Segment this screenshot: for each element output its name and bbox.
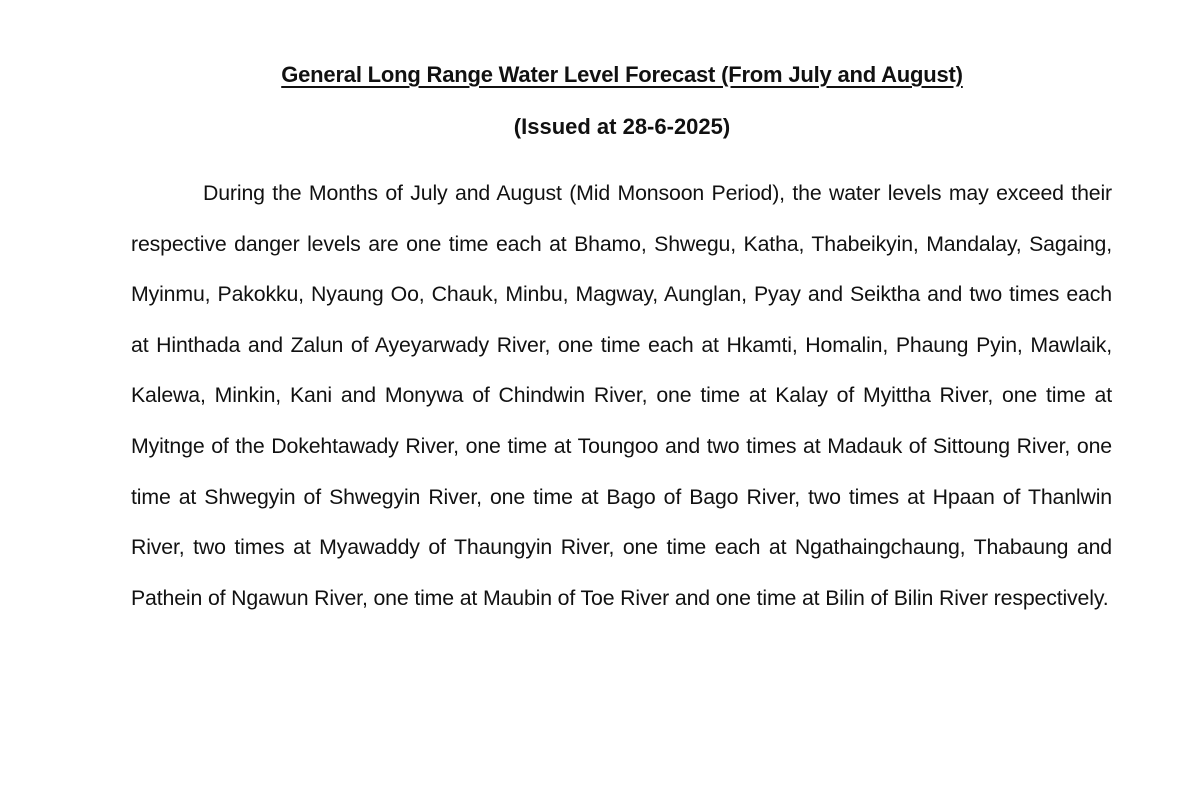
forecast-paragraph: During the Months of July and August (Mid Monsoon Period), the water levels may exceed their respective danger levels are one time each at Bhamo, Shwegu, Katha, Thabeikyin, Mandalay, Sagaing, Myinmu, Pakokku, Nyaung Oo, Chauk, Minbu, Magway, Aunglan, Pyay and Seiktha and two times each at Hinthada and Zalun of Ayeyarwady River, one time each at Hkamti, Homalin, Phaung Pyin, Mawlaik, Kalewa, Minkin, Kani and Monywa of Chindwin River, one time at Kalay of Myittha River, one time at Myitnge of the Dokehtawady River, one time at Toungoo and two times at Madauk of Sittoung River, one time at Shwegyin of Shwegyin River, one time at Bago of Bago River, two times at Hpaan of Thanlwin River, two times at Myawaddy of Thaungyin River, one time each at Ngathaingchaung, Thabaung and Pathein of Ngawun River, one time at Maubin of Toe River and one time at Bilin of Bilin River respectively. [131,181,1112,610]
issued-date: (Issued at 28-6-2025) [513,114,731,139]
document-title: General Long Range Water Level Forecast (From July and August) [281,62,963,87]
